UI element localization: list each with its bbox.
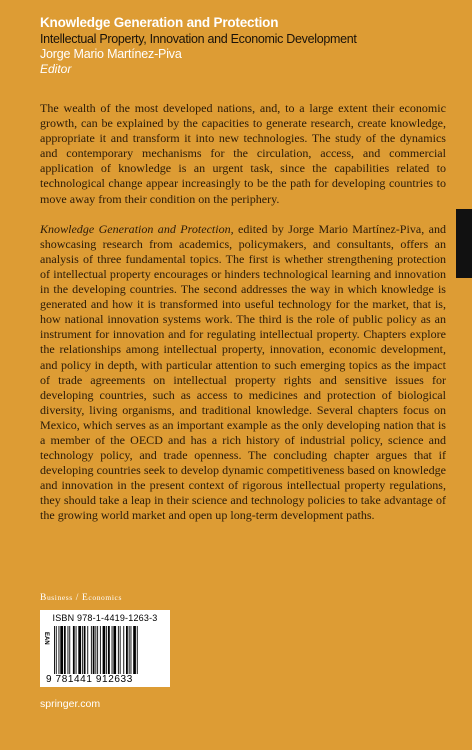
cover-header bbox=[40, 14, 440, 76]
blurb-paragraph-2 bbox=[40, 222, 446, 524]
blurb-book-title: Knowledge Generation and Protection, bbox=[40, 221, 234, 236]
book-subtitle: Intellectual Property, Innovation and Economic Development bbox=[40, 32, 357, 46]
editor-name: Jorge Mario Martínez-Piva bbox=[40, 47, 182, 61]
editor-role: Editor bbox=[40, 62, 72, 76]
book-title: Knowledge Generation and Protection bbox=[40, 15, 279, 30]
isbn-number: ISBN 978-1-4419-1263-3 bbox=[52, 613, 158, 623]
ean-label: EAN bbox=[43, 632, 49, 645]
barcode-bars bbox=[54, 626, 166, 674]
subject-category: Business / Economics bbox=[40, 593, 122, 603]
spine-tab-marker bbox=[456, 209, 472, 278]
blurb-paragraph-1: The wealth of the most developed nations, and, to a large extent their economic growth, can be explained by the capacities to generate research, create knowledge, appropriate it and transform it into new technologies. The study of the dynamics and contemporary mechanisms for the circulation, access, and commercial application of knowledge is an urgent task, since the capabilities related to technological change appear increasingly to be the path for developing countries to move away from their condition on the periphery. bbox=[40, 101, 446, 206]
blurb-paragraph-2-text: edited by Jorge Mario Martínez-Piva, and showcasing research from academics, policymakers, and consultants, offers an analysis of three fundamental topics. The first is whether strengthening protection of intellectual property encourages or hinders technological learning and innovation in the developing countries. The second addresses the way in which knowledge is generated and how it is transformed into useful technology for the market, that is, how national innovation systems work. The third is the role of public policy as an instrument for innovation and for regulating intellectual property. Chapters explore the relationships among intellectual property, innovation, economic development, and policy in depth, with particular attention to such emerging topics as the impact of trade agreements on intellectual property rights and sensitive issues for developing countries, such as access to medicines and protection of biological diversity, living organisms, and traditional knowledge. Several chapters focus on Mexico, which serves as an important example as the only developing nation that is a member of the OECD and has a rich history of industrial policy, science and technology policy, and trade openness. The concluding chapter argues that if developing countries seek to develop dynamic competitiveness based on knowledge and innovation in the present context of rigorous intellectual property regulations, they should take a leap in their science and technology policies to take advantage of the growing world market and open up long-term development paths. bbox=[40, 221, 446, 523]
back-cover-blurb bbox=[40, 101, 446, 539]
isbn-barcode bbox=[40, 610, 170, 687]
publisher-url: springer.com bbox=[40, 698, 101, 710]
barcode-digits: 9 781441 912633 bbox=[46, 674, 133, 685]
